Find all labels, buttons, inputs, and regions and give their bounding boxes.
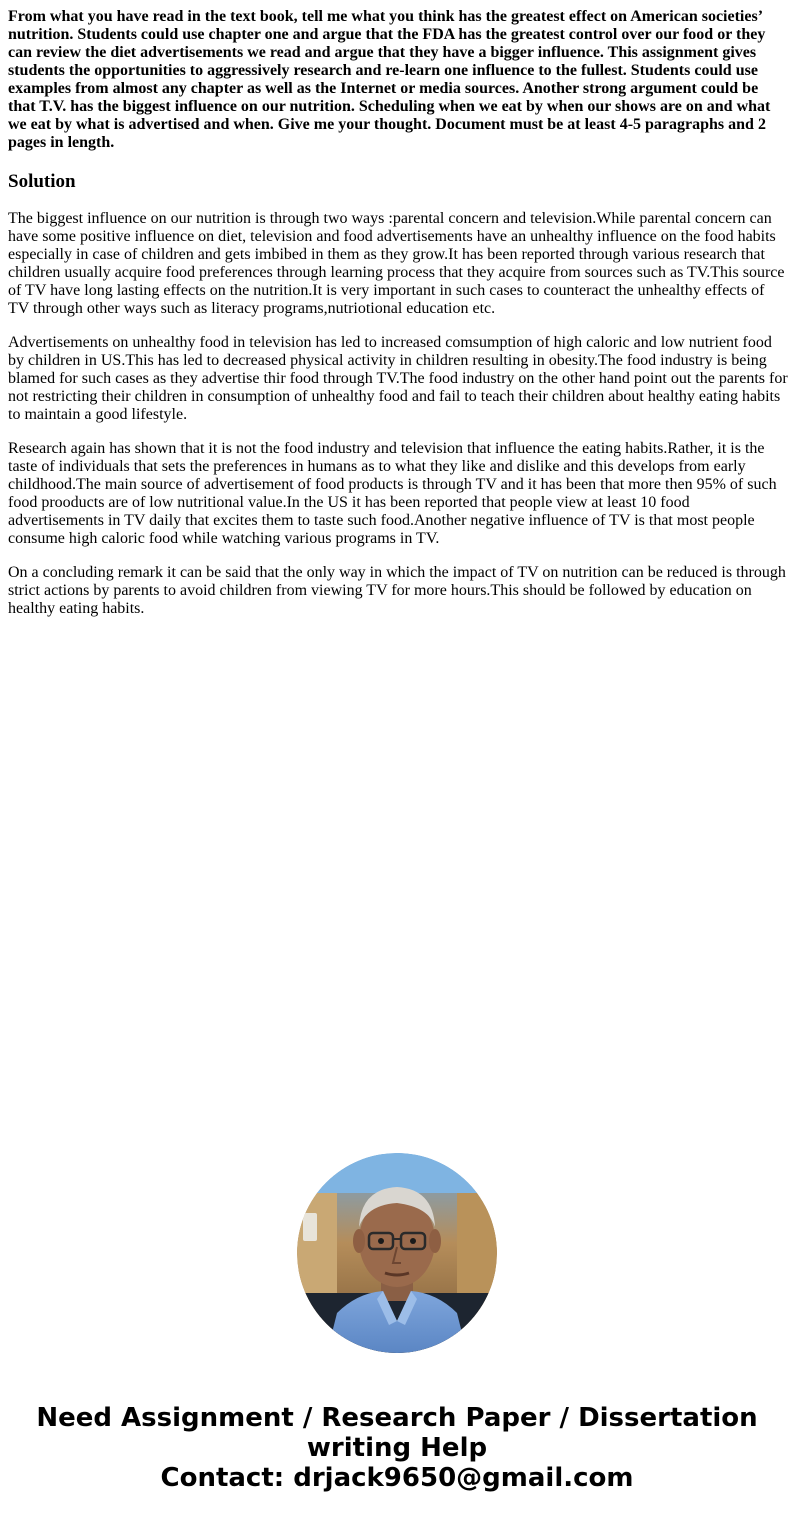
document-body bbox=[8, 8, 788, 618]
contact-footer bbox=[0, 1403, 794, 1493]
solution-paragraph-3: Research again has shown that it is not the food industry and television that influence the eating habits.Rather, it is the taste of individuals that sets the preferences in humans as to what they like and dislike and this develops from early childhood.The main source of advertisement of food products is through TV and it has been that more then 95% of such food prooducts are of low nutritional value.In the US it has been reported that people view at least 10 food advertisements in TV daily that excites them to taste such food.Another negative influence of TV is that most people consume high caloric food while watching various programs in TV. bbox=[8, 440, 777, 547]
solution-paragraph-1: The biggest influence on our nutrition is through two ways :parental concern and television.While parental concern can have some positive influence on diet, television and food advertisements have an unhealthy influence on the food habits especially in case of children and gets imbibed in them as they grow.It has been reported through various research that children usually acquire food preferences through learning process that they acquire from sources such as TV.This source of TV have long lasting effects on the nutrition.It is very important in such cases to counteract the unhealthy effects of TV through other ways such as literacy programs,nutriotional education etc. bbox=[8, 210, 785, 317]
question-text: From what you have read in the text book, tell me what you think has the greatest effect on American societies’ nutrition. Students could use chapter one and argue that the FDA has the greatest control over our food or they can review the diet advertisements we read and argue that they have a bigger influence. This assignment gives students the opportunities to aggressively research and re-learn one influence to the fullest. Students could use examples from almost any chapter as well as the Internet or media sources. Another strong argument could be that T.V. has the biggest influence on our nutrition. Scheduling when we eat by when our shows are on and what we eat by what is advertised and when. Give me your thought. Document must be at least 4-5 paragraphs and 2 pages in length. bbox=[8, 8, 771, 151]
solution-paragraph-4: On a concluding remark it can be said that the only way in which the impact of TV on nutrition can be reduced is through strict actions by parents to avoid children from viewing TV for more hours.This should be followed by education on healthy eating habits. bbox=[8, 564, 786, 617]
author-avatar bbox=[297, 1153, 497, 1353]
footer-help-text: Need Assignment / Research Paper / Dissertation writing Help bbox=[36, 1403, 758, 1463]
solution-paragraph-2: Advertisements on unhealthy food in television has led to increased comsumption of high caloric and low nutrient food by children in US.This has led to decreased physical activity in children resulting in obesity.The food industry is being blamed for such cases as they advertise thir food through TV.The food industry on the other hand point out the parents for not restricting their children in consumption of unhealthy food and fail to teach their children about healthy eating habits to maintain a good lifestyle. bbox=[8, 334, 788, 423]
footer-contact-email: Contact: drjack9650@gmail.com bbox=[160, 1463, 634, 1493]
solution-heading: Solution bbox=[8, 171, 76, 192]
